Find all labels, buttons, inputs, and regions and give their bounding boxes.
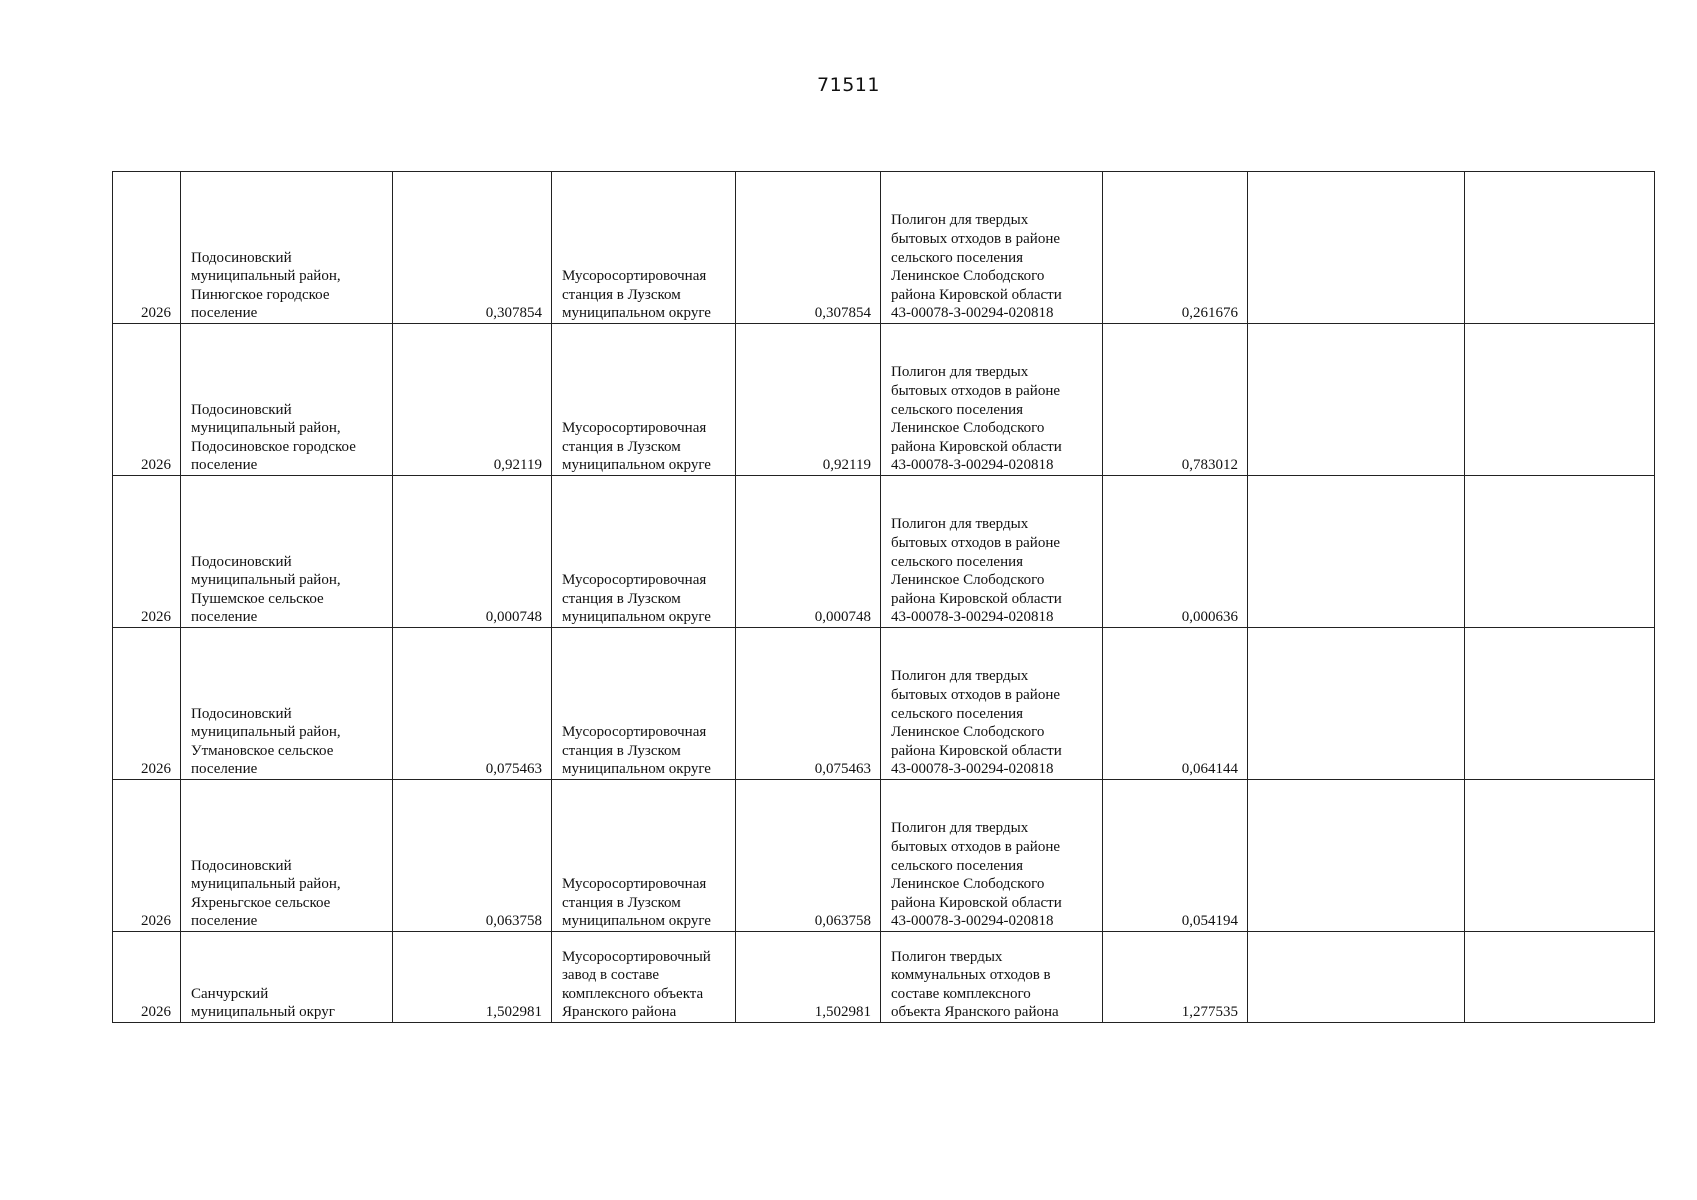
territory-cell: Санчурский муниципальный округ	[181, 932, 393, 1023]
empty-cell	[1465, 780, 1655, 932]
mass-to-facility-cell: 0,000748	[736, 476, 881, 628]
empty-cell	[1248, 628, 1465, 780]
table-row	[113, 780, 1655, 932]
year-cell: 2026	[113, 476, 181, 628]
mass-to-landfill-cell: 1,277535	[1103, 932, 1248, 1023]
year-cell: 2026	[113, 780, 181, 932]
mass-from-cell: 0,307854	[393, 172, 552, 324]
table-row	[113, 628, 1655, 780]
mass-to-facility-cell: 0,075463	[736, 628, 881, 780]
landfill-cell: Полигон для твердых бытовых отходов в районе сельского поселения Ленинское Слободского района Кировской области 43-00078-З-00294-020818	[881, 172, 1103, 324]
landfill-cell: Полигон твердых коммунальных отходов в составе комплексного объекта Яранского района	[881, 932, 1103, 1023]
mass-from-cell: 0,075463	[393, 628, 552, 780]
page-number: 71511	[817, 74, 880, 96]
empty-cell	[1248, 324, 1465, 476]
empty-cell	[1248, 172, 1465, 324]
empty-cell	[1465, 628, 1655, 780]
facility-cell: Мусоросортировочный завод в составе комплексного объекта Яранского района	[552, 932, 736, 1023]
empty-cell	[1248, 476, 1465, 628]
empty-cell	[1248, 780, 1465, 932]
mass-to-facility-cell: 0,307854	[736, 172, 881, 324]
empty-cell	[1465, 932, 1655, 1023]
year-cell: 2026	[113, 628, 181, 780]
year-cell: 2026	[113, 324, 181, 476]
facility-cell: Мусоросортировочная станция в Лузском муниципальном округе	[552, 324, 736, 476]
territory-cell: Подосиновский муниципальный район, Подосиновское городское поселение	[181, 324, 393, 476]
mass-to-landfill-cell: 0,000636	[1103, 476, 1248, 628]
empty-cell	[1465, 172, 1655, 324]
mass-to-landfill-cell: 0,054194	[1103, 780, 1248, 932]
table-row	[113, 932, 1655, 1023]
facility-cell: Мусоросортировочная станция в Лузском муниципальном округе	[552, 172, 736, 324]
territory-cell: Подосиновский муниципальный район, Пинюгское городское поселение	[181, 172, 393, 324]
mass-from-cell: 0,063758	[393, 780, 552, 932]
mass-to-landfill-cell: 0,261676	[1103, 172, 1248, 324]
landfill-cell: Полигон для твердых бытовых отходов в районе сельского поселения Ленинское Слободского района Кировской области 43-00078-З-00294-020818	[881, 324, 1103, 476]
year-cell: 2026	[113, 932, 181, 1023]
facility-cell: Мусоросортировочная станция в Лузском муниципальном округе	[552, 780, 736, 932]
empty-cell	[1465, 476, 1655, 628]
mass-from-cell: 1,502981	[393, 932, 552, 1023]
mass-to-facility-cell: 0,063758	[736, 780, 881, 932]
landfill-cell: Полигон для твердых бытовых отходов в районе сельского поселения Ленинское Слободского района Кировской области 43-00078-З-00294-020818	[881, 780, 1103, 932]
mass-to-landfill-cell: 0,064144	[1103, 628, 1248, 780]
year-cell: 2026	[113, 172, 181, 324]
empty-cell	[1248, 932, 1465, 1023]
territory-cell: Подосиновский муниципальный район, Пушемское сельское поселение	[181, 476, 393, 628]
landfill-cell: Полигон для твердых бытовых отходов в районе сельского поселения Ленинское Слободского района Кировской области 43-00078-З-00294-020818	[881, 628, 1103, 780]
waste-flow-table	[112, 171, 1655, 1023]
landfill-cell: Полигон для твердых бытовых отходов в районе сельского поселения Ленинское Слободского района Кировской области 43-00078-З-00294-020818	[881, 476, 1103, 628]
facility-cell: Мусоросортировочная станция в Лузском муниципальном округе	[552, 476, 736, 628]
table-row	[113, 324, 1655, 476]
territory-cell: Подосиновский муниципальный район, Утмановское сельское поселение	[181, 628, 393, 780]
facility-cell: Мусоросортировочная станция в Лузском муниципальном округе	[552, 628, 736, 780]
territory-cell: Подосиновский муниципальный район, Яхреньгское сельское поселение	[181, 780, 393, 932]
mass-from-cell: 0,92119	[393, 324, 552, 476]
mass-from-cell: 0,000748	[393, 476, 552, 628]
mass-to-landfill-cell: 0,783012	[1103, 324, 1248, 476]
empty-cell	[1465, 324, 1655, 476]
table-row	[113, 476, 1655, 628]
table-row	[113, 172, 1655, 324]
mass-to-facility-cell: 1,502981	[736, 932, 881, 1023]
mass-to-facility-cell: 0,92119	[736, 324, 881, 476]
